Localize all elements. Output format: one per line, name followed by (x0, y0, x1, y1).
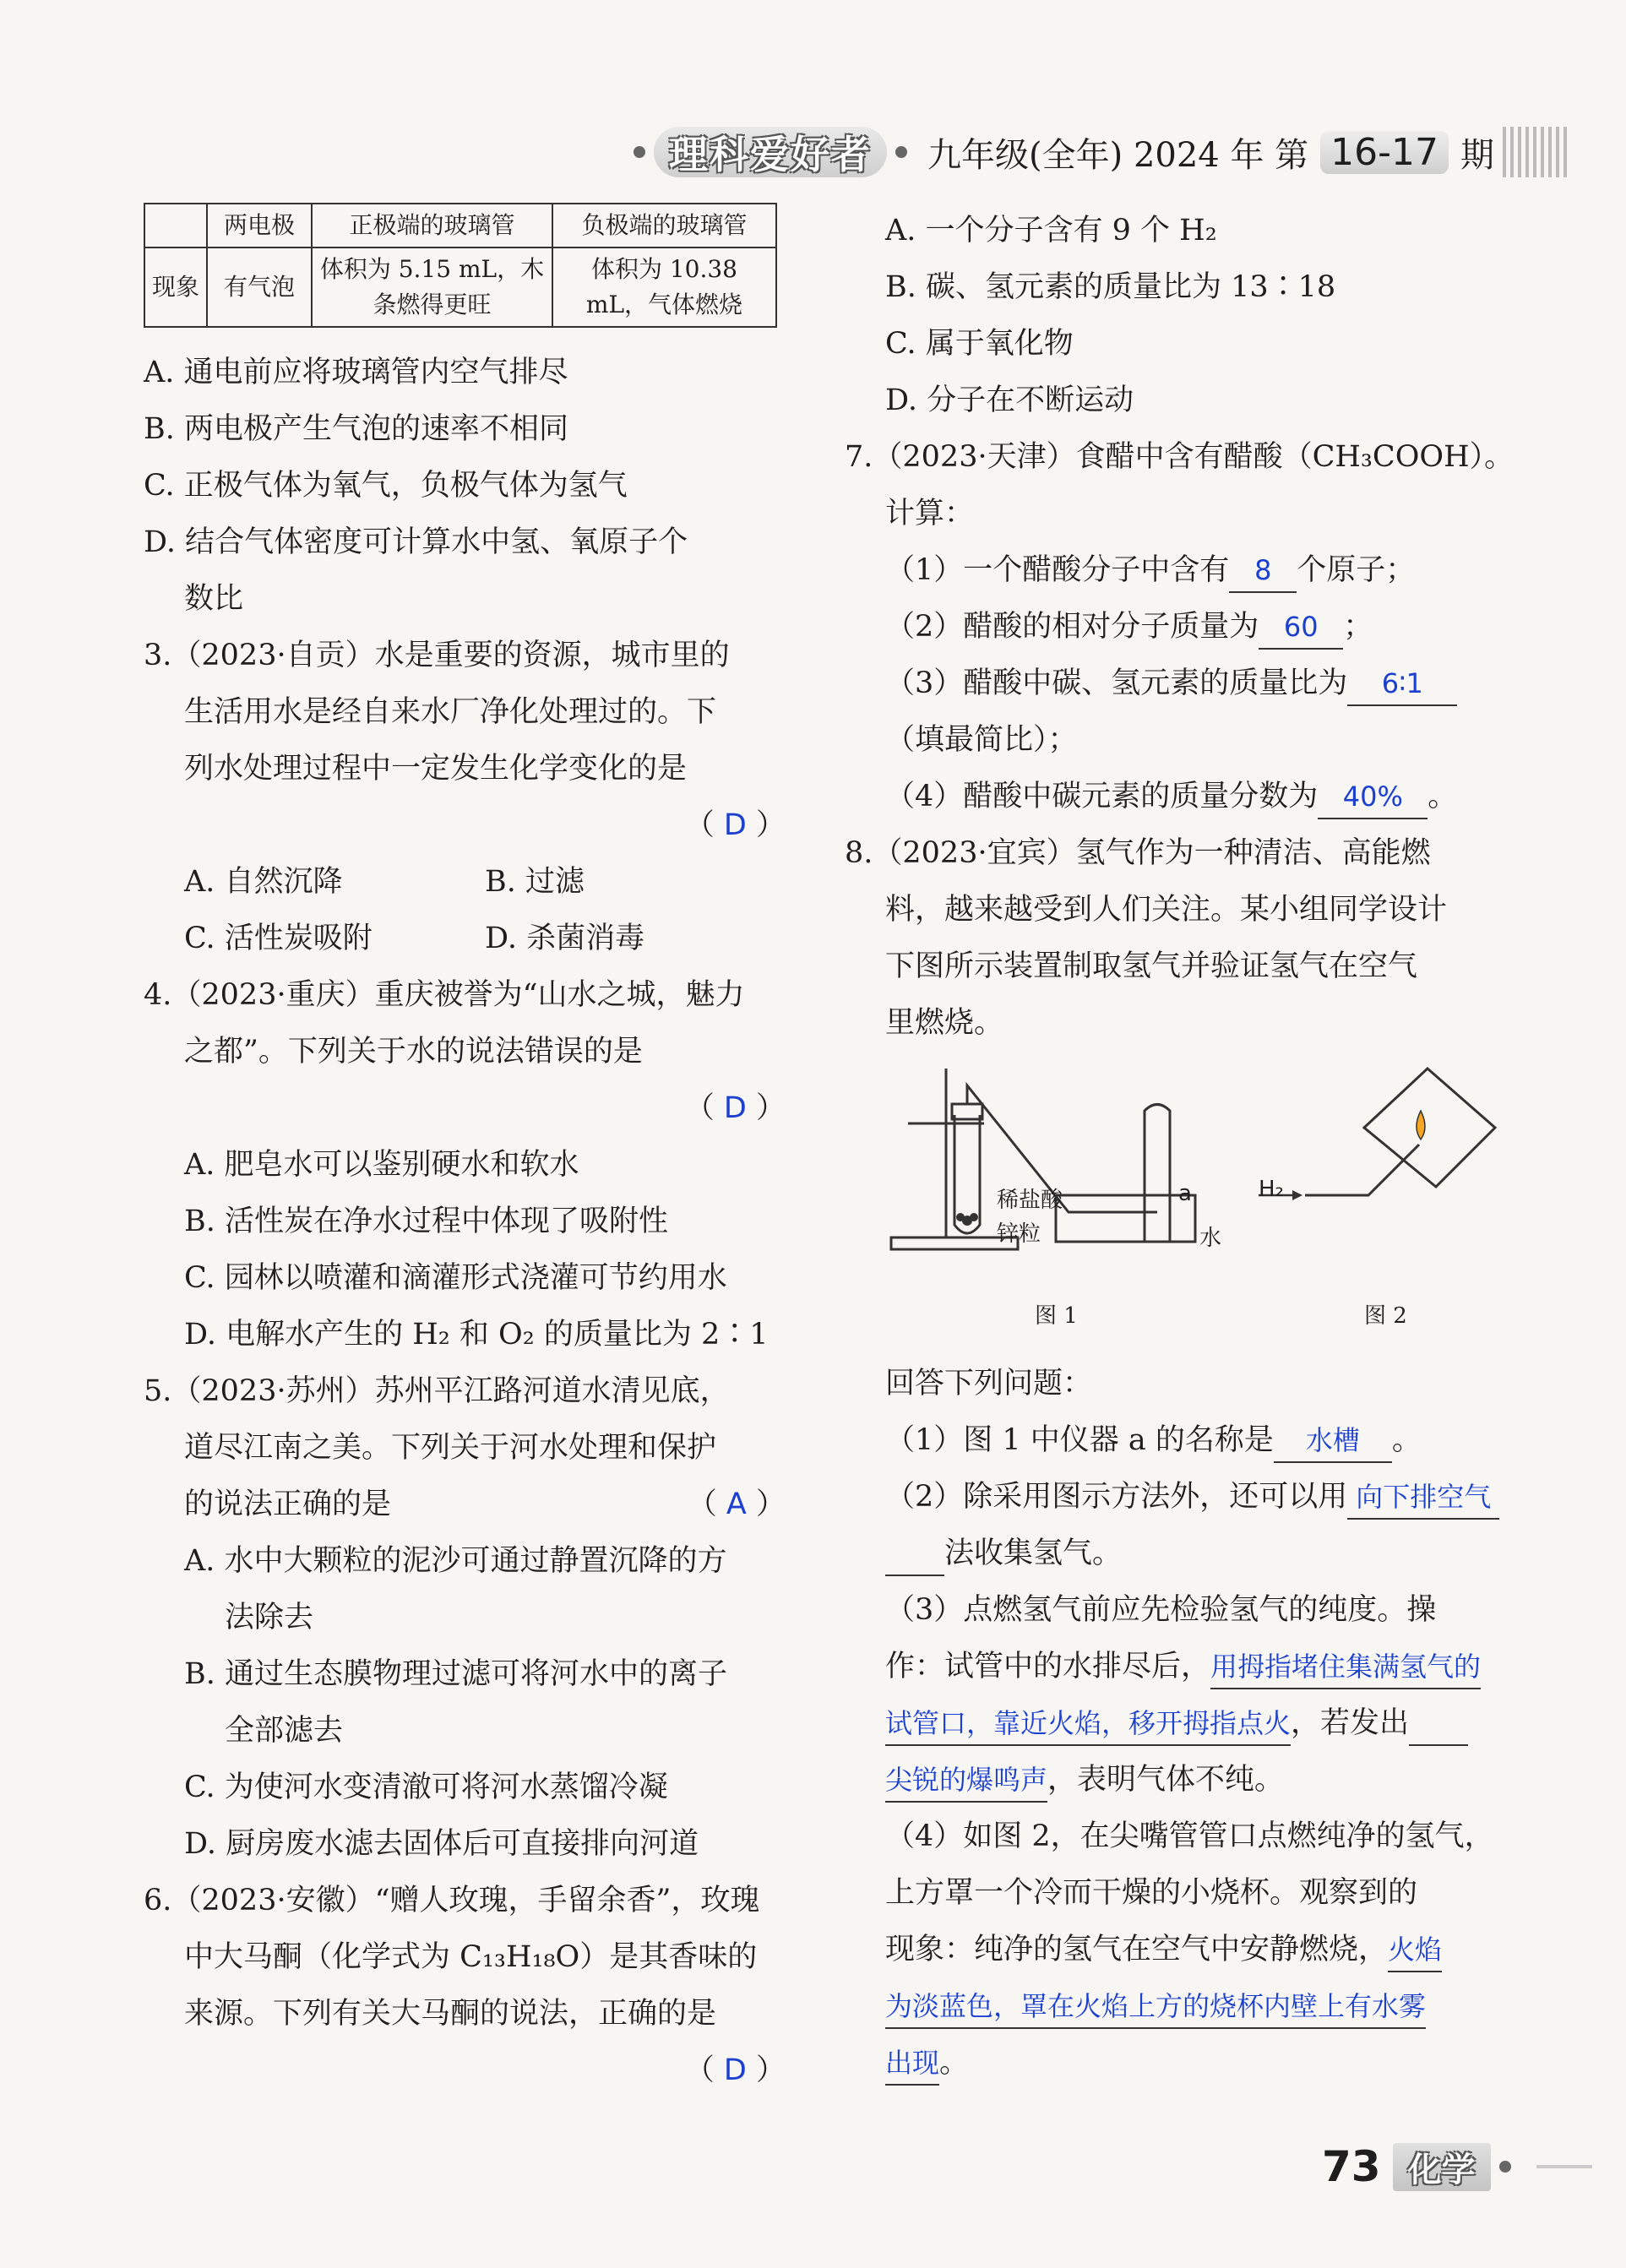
sub-question (845, 599, 1520, 655)
sub-question-text: ； (1343, 610, 1373, 644)
answer-blank (1274, 1419, 1392, 1463)
option: B. 碳、氢元素的质量比为 13∶18 (885, 270, 1336, 304)
option: A. 肥皂水可以鉴别硬水和软水 (184, 1148, 579, 1182)
answer-text: 60 (1283, 611, 1319, 643)
figure-1-caption: 图 1 (1035, 1303, 1078, 1329)
answer-choice: A (726, 1488, 747, 1521)
question-text: 中大马酮（化学式为 C₁₃H₁₈O）是其香味的 (184, 1940, 758, 1974)
sub-question-text: （2）醋酸的相对分子质量为 (885, 610, 1259, 644)
sub-question-text: （1）一个醋酸分子中含有 (885, 553, 1230, 587)
table-cell: 有气泡 (207, 247, 312, 327)
answer-text: 出现 (885, 2047, 940, 2079)
prompt-text: 回答下列问题： (885, 1367, 1093, 1401)
question-text: 下图所示装置制取氢气并验证氢气在空气 (885, 949, 1418, 983)
sub-question (845, 1526, 1520, 1582)
right-column (845, 203, 1520, 2091)
answer-choice: D (723, 1091, 747, 1125)
q6-options (845, 203, 1520, 429)
question-4 (144, 967, 786, 1363)
sub-question (845, 1469, 1520, 1526)
sub-question-text: 。 (939, 2046, 970, 2080)
sub-question-text: 上方罩一个冷而干燥的小烧杯。观察到的 (885, 1876, 1418, 1910)
option: C. 活性炭吸附 (184, 922, 373, 955)
answer-text: 向下排空气 (1356, 1481, 1492, 1513)
zinc-granule (956, 1213, 965, 1221)
collecting-tube (1145, 1105, 1170, 1243)
answer-text: 火焰 (1388, 1934, 1443, 1966)
question-text: 来源。下列有关大马酮的说法，正确的是 (184, 1997, 717, 2031)
zinc-label: 锌粒 (997, 1221, 1041, 1247)
electrolysis-table (144, 203, 777, 328)
sub-question (845, 1639, 1520, 1695)
magazine-logo: 理科爱好者 (654, 127, 887, 177)
option: B. 过滤 (485, 865, 585, 899)
table-cell: 体积为 5.15 mL，木条燃得更旺 (312, 247, 552, 327)
option: A. 自然沉降 (184, 865, 343, 899)
question-text: 里燃烧。 (885, 1006, 1004, 1040)
question-text: 列水处理过程中一定发生化学变化的是 (184, 752, 688, 786)
sub-question-text: （填最简比）； (885, 723, 1078, 757)
option-continued: 全部滤去 (225, 1714, 344, 1748)
sub-question (845, 1922, 1520, 1978)
sub-question-text: （4）如图 2，在尖嘴管管口点燃纯净的氢气， (885, 1819, 1494, 1853)
question-text (144, 1477, 786, 1533)
sub-question-text: （2）除采用图示方法外，还可以用 (885, 1480, 1348, 1514)
row-label: 现象 (144, 247, 207, 327)
table-cell: 体积为 10.38 mL，气体燃烧 (552, 247, 776, 327)
question-text: 7.（2023·天津）食醋中含有醋酸（CH₃COOH）。 (845, 440, 1515, 474)
table-header-cell: 两电极 (207, 204, 312, 247)
answer-text: 为淡蓝色，罩在火焰上方的烧杯内壁上有水雾 (885, 1990, 1427, 2022)
sub-question (845, 1752, 1520, 1808)
sub-question-text: （3）点燃氢气前应先检验氢气的纯度。操 (885, 1593, 1437, 1627)
sub-question-text: ，若发出 (1291, 1706, 1410, 1740)
question-text: 之都”。下列关于水的说法错误的是 (184, 1035, 643, 1069)
sub-question-text: 。 (1428, 780, 1458, 813)
question-text: 3.（2023·自贡）水是重要的资源，城市里的 (144, 639, 730, 672)
sub-question (845, 2035, 1520, 2091)
question-7 (845, 429, 1520, 825)
question-text-tail: 的说法正确的是 (184, 1488, 392, 1521)
table-header-cell: 负极端的玻璃管 (552, 204, 776, 247)
answer-text: 试管口，靠近火焰，移开拇指点火 (885, 1707, 1292, 1739)
bullet-icon (1499, 2161, 1511, 2173)
stopper (952, 1104, 982, 1119)
sub-question-text: （1）图 1 中仪器 a 的名称是 (885, 1423, 1274, 1457)
qi-label: 期 (1460, 135, 1495, 175)
option: A. 通电前应将玻璃管内空气排尽 (144, 356, 568, 389)
option: C. 正极气体为氧气，负极气体为氢气 (144, 469, 628, 503)
year-label: 2024 年 (1133, 135, 1264, 175)
answer-blank (885, 1759, 1047, 1803)
option: B. 活性炭在净水过程中体现了吸附性 (184, 1205, 668, 1238)
question-text: 4.（2023·重庆）重庆被誉为“山水之城，魅力 (144, 978, 745, 1012)
option: C. 为使河水变清澈可将河水蒸馏冷凝 (184, 1770, 668, 1804)
table-row (144, 247, 776, 327)
answer-text: 尖锐的爆鸣声 (885, 1764, 1048, 1796)
answer-blank (1318, 775, 1428, 819)
question-text: 6.（2023·安徽）“赠人玫瑰，手留余香”，玫瑰 (144, 1884, 760, 1917)
answer-choice: D (723, 2053, 747, 2087)
sub-question (845, 655, 1520, 712)
answer-blank (885, 1702, 1291, 1746)
page-number: 73 (1322, 2142, 1381, 2191)
left-column (144, 203, 786, 2099)
bullet-icon (895, 146, 907, 158)
page-footer (1322, 2141, 1592, 2192)
acid-label: 稀盐酸 (997, 1188, 1063, 1213)
answer-blank (885, 2042, 939, 2086)
sub-question-text: （4）醋酸中碳元素的质量分数为 (885, 780, 1319, 813)
answer-text: 8 (1254, 554, 1272, 586)
answer-text: 水槽 (1305, 1424, 1360, 1456)
header-decoration (1503, 127, 1570, 177)
answer-blank (1229, 549, 1297, 593)
answer-text: 用拇指堵住集满氢气的 (1210, 1651, 1482, 1683)
bullet-icon (634, 146, 645, 158)
apparatus-figure (845, 1052, 1504, 1356)
zinc-granule (970, 1213, 978, 1221)
question-text: 料，越来越受到人们关注。某小组同学设计 (885, 893, 1448, 927)
table-header-cell (144, 204, 207, 247)
table-header-cell: 正极端的玻璃管 (312, 204, 552, 247)
water-trough (1056, 1195, 1195, 1242)
option: D. 厨房废水滤去固体后可直接排向河道 (184, 1827, 699, 1861)
answer-bracket: （ D ） (684, 1091, 786, 1125)
option: C. 园林以喷灌和滴灌形式浇灌可节约用水 (184, 1261, 727, 1295)
sub-question-text: 个原子； (1297, 553, 1416, 587)
question-text: 计算： (885, 497, 975, 530)
option: B. 通过生态膜物理过滤可将河水中的离子 (184, 1657, 727, 1691)
question-3 (144, 628, 786, 967)
option: D. 结合气体密度可计算水中氢、氧原子个 (144, 525, 688, 559)
sub-question (845, 1978, 1520, 2035)
sub-question-text: ，表明气体不纯。 (1047, 1763, 1285, 1797)
issue-info (927, 128, 1494, 177)
option-continued: 数比 (184, 582, 244, 616)
q2-options (144, 345, 786, 628)
blank-line (1409, 1702, 1468, 1746)
sub-question-text: 法收集氢气。 (944, 1536, 1123, 1570)
sub-question-text: 。 (1391, 1423, 1422, 1457)
option-continued: 法除去 (225, 1601, 314, 1634)
answer-blank (1259, 606, 1343, 650)
answer-bracket: （ D ） (684, 2053, 786, 2087)
water-label: 水 (1199, 1226, 1222, 1251)
question-text: 生活用水是经自来水厂净化处理过的。下 (184, 695, 717, 729)
option: A. 水中大颗粒的泥沙可通过静置沉降的方 (184, 1544, 727, 1578)
question-text: 8.（2023·宜宾）氢气作为一种清洁、高能燃 (845, 836, 1431, 870)
question-8 (845, 825, 1520, 2091)
option: D. 电解水产生的 H₂ 和 O₂ 的质量比为 2∶1 (184, 1318, 769, 1352)
h2-label: H₂ (1259, 1177, 1284, 1202)
blank-line (885, 1532, 944, 1576)
option: D. 分子在不断运动 (885, 383, 1134, 417)
flame-icon (1417, 1111, 1425, 1139)
sub-question (845, 1695, 1520, 1752)
answer-bracket: （ A ） (687, 1488, 786, 1521)
answer-text: 6∶1 (1381, 667, 1423, 699)
table-header-row (144, 204, 776, 247)
option: D. 杀菌消毒 (485, 922, 645, 955)
option: C. 属于氧化物 (885, 327, 1074, 361)
figure-2-caption: 图 2 (1364, 1303, 1407, 1329)
answer-choice: D (723, 808, 747, 842)
sub-question (845, 542, 1520, 599)
options-row (144, 911, 786, 967)
answer-blank (1347, 1476, 1499, 1520)
sub-question-text: 现象：纯净的氢气在空气中安静燃烧， (885, 1933, 1389, 1966)
grade-label: 九年级(全年) (927, 135, 1123, 175)
apparatus-a-label: a (1178, 1181, 1192, 1206)
beaker (1364, 1069, 1495, 1187)
sub-question-text: 作：试管中的水排尽后， (885, 1650, 1211, 1683)
answer-bracket: （ D ） (684, 808, 786, 842)
issue-number: 16-17 (1320, 131, 1449, 174)
di-label: 第 (1275, 135, 1309, 175)
page-header (625, 125, 1588, 179)
option: B. 两电极产生气泡的速率不相同 (144, 412, 568, 446)
sub-question-text: （3）醋酸中碳、氢元素的质量比为 (885, 666, 1348, 700)
apparatus-diagram (845, 1052, 1504, 1322)
arrow-head (1292, 1190, 1302, 1200)
footer-rule (1536, 2165, 1592, 2168)
answer-blank (1388, 1928, 1442, 1972)
question-6 (144, 1873, 786, 2099)
subject-label: 化学 (1393, 2143, 1491, 2191)
answer-blank (885, 1985, 1426, 2029)
nozzle-tube (1305, 1145, 1419, 1195)
sub-question (845, 1412, 1520, 1469)
sub-question (845, 769, 1520, 825)
answer-blank (1347, 662, 1457, 706)
question-text: 5.（2023·苏州）苏州平江路河道水清见底， (144, 1374, 730, 1408)
answer-blank (1210, 1645, 1481, 1689)
option: A. 一个分子含有 9 个 H₂ (885, 214, 1217, 247)
question-5 (144, 1363, 786, 1873)
question-text: 道尽江南之美。下列关于河水处理和保护 (184, 1431, 717, 1465)
options-row (144, 854, 786, 911)
answer-text: 40% (1342, 780, 1403, 813)
